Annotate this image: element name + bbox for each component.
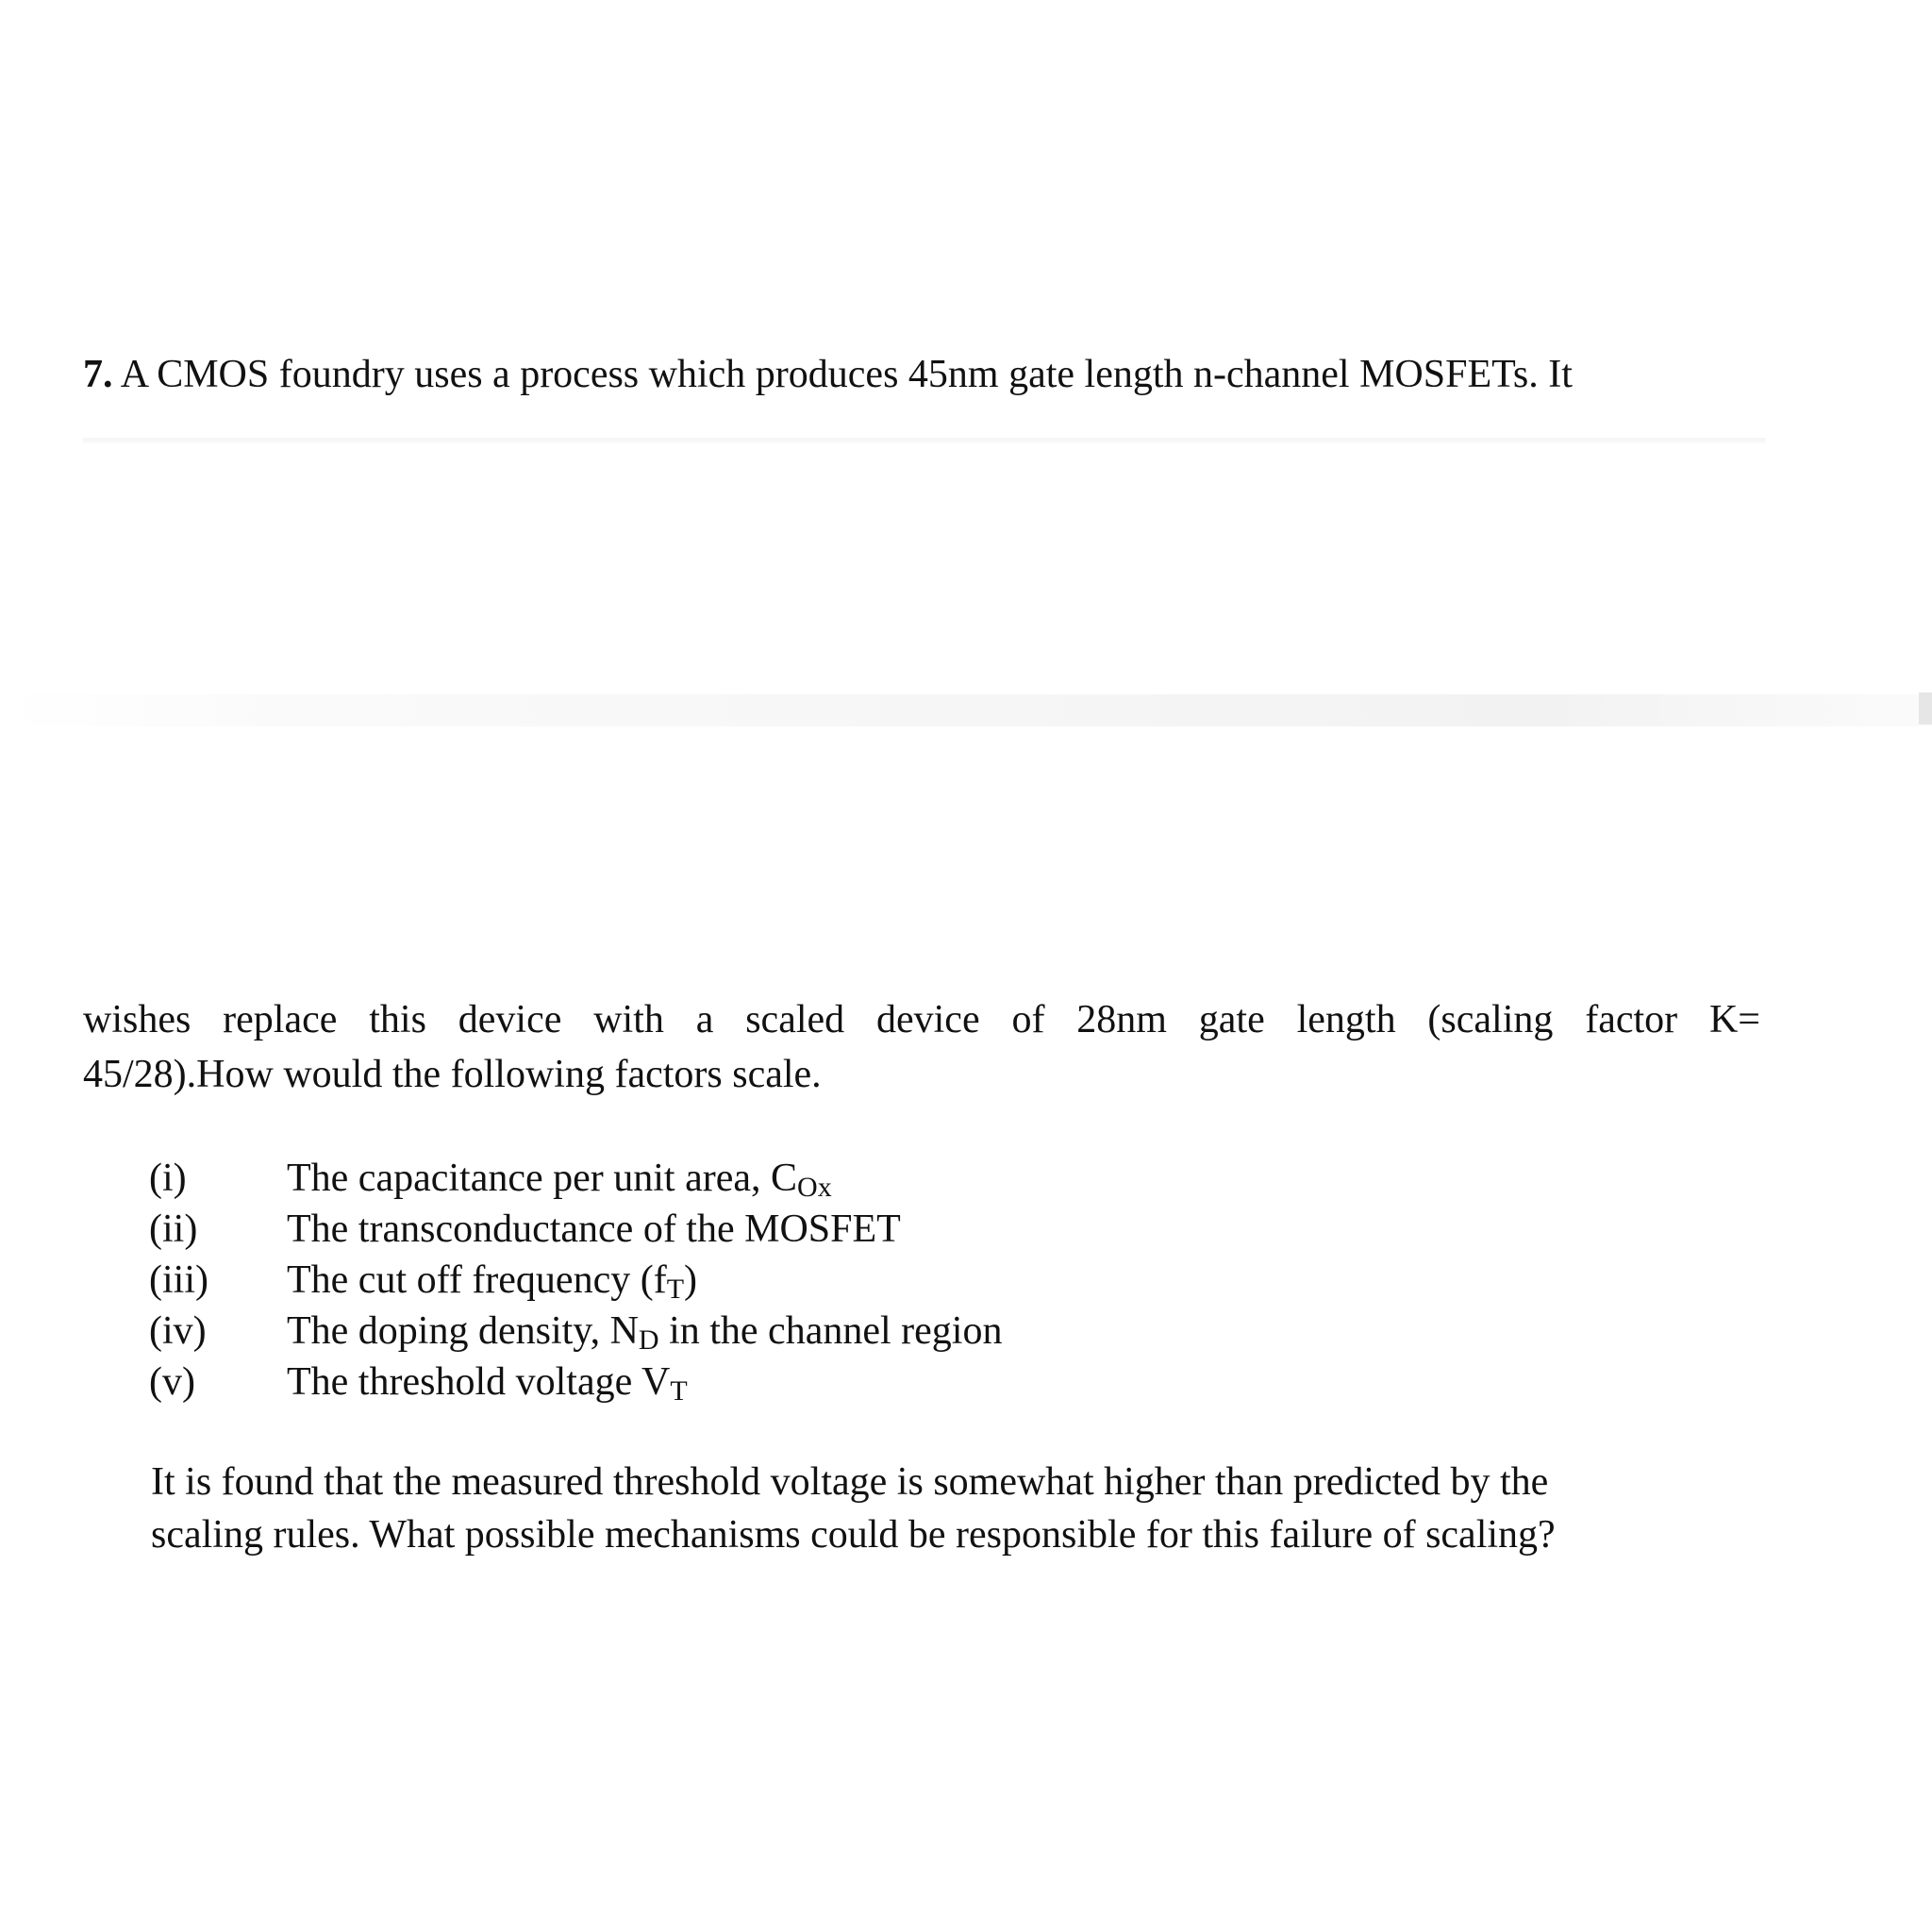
scan-edge-mark xyxy=(1919,692,1932,724)
list-item-text xyxy=(287,1309,1003,1356)
list-item-text xyxy=(287,1360,688,1407)
item-subscript: T xyxy=(670,1375,688,1407)
item-text-main: The capacitance per unit area, C xyxy=(287,1157,798,1200)
followup-line-2: scaling rules. What possible mechanisms could be responsible for this failure of scaling? xyxy=(151,1513,1556,1557)
list-item-number: (v) xyxy=(149,1360,195,1404)
question-line-1 xyxy=(83,355,1573,394)
question-text-line-2-content: wishes replace this device with a scaled device of 28nm gate length (scaling factor K= xyxy=(83,998,1760,1041)
item-text-main: The doping density, N xyxy=(287,1309,639,1353)
scan-band xyxy=(0,694,1932,726)
item-text-main: The threshold voltage V xyxy=(287,1360,671,1404)
list-item-number: (i) xyxy=(149,1157,187,1200)
list-item-number: (ii) xyxy=(149,1208,198,1251)
list-item-number: (iii) xyxy=(149,1258,208,1302)
item-subscript: T xyxy=(666,1274,685,1305)
followup-line-1: It is found that the measured threshold voltage is somewhat higher than predicted by the xyxy=(151,1460,1549,1504)
question-text-line-3: 45/28).How would the following factors scale. xyxy=(83,1053,822,1096)
list-item-text xyxy=(287,1258,698,1305)
question-text-line-2 xyxy=(83,994,1760,1046)
list-item-number: (iv) xyxy=(149,1309,207,1353)
item-text-main: The transconductance of the MOSFET xyxy=(287,1208,901,1251)
list-item-text xyxy=(287,1157,832,1203)
list-item-text xyxy=(287,1209,901,1249)
scan-rule xyxy=(83,438,1766,443)
item-text-tail: in the channel region xyxy=(658,1309,1003,1353)
item-subscript: Ox xyxy=(797,1172,832,1203)
item-text-tail: ) xyxy=(684,1258,698,1302)
question-text-line-1: A CMOS foundry uses a process which produces 45nm gate length n-channel MOSFETs. It xyxy=(120,353,1573,396)
item-text-main: The cut off frequency (f xyxy=(287,1258,667,1302)
item-subscript: D xyxy=(638,1324,659,1356)
question-number: 7. xyxy=(83,353,113,396)
